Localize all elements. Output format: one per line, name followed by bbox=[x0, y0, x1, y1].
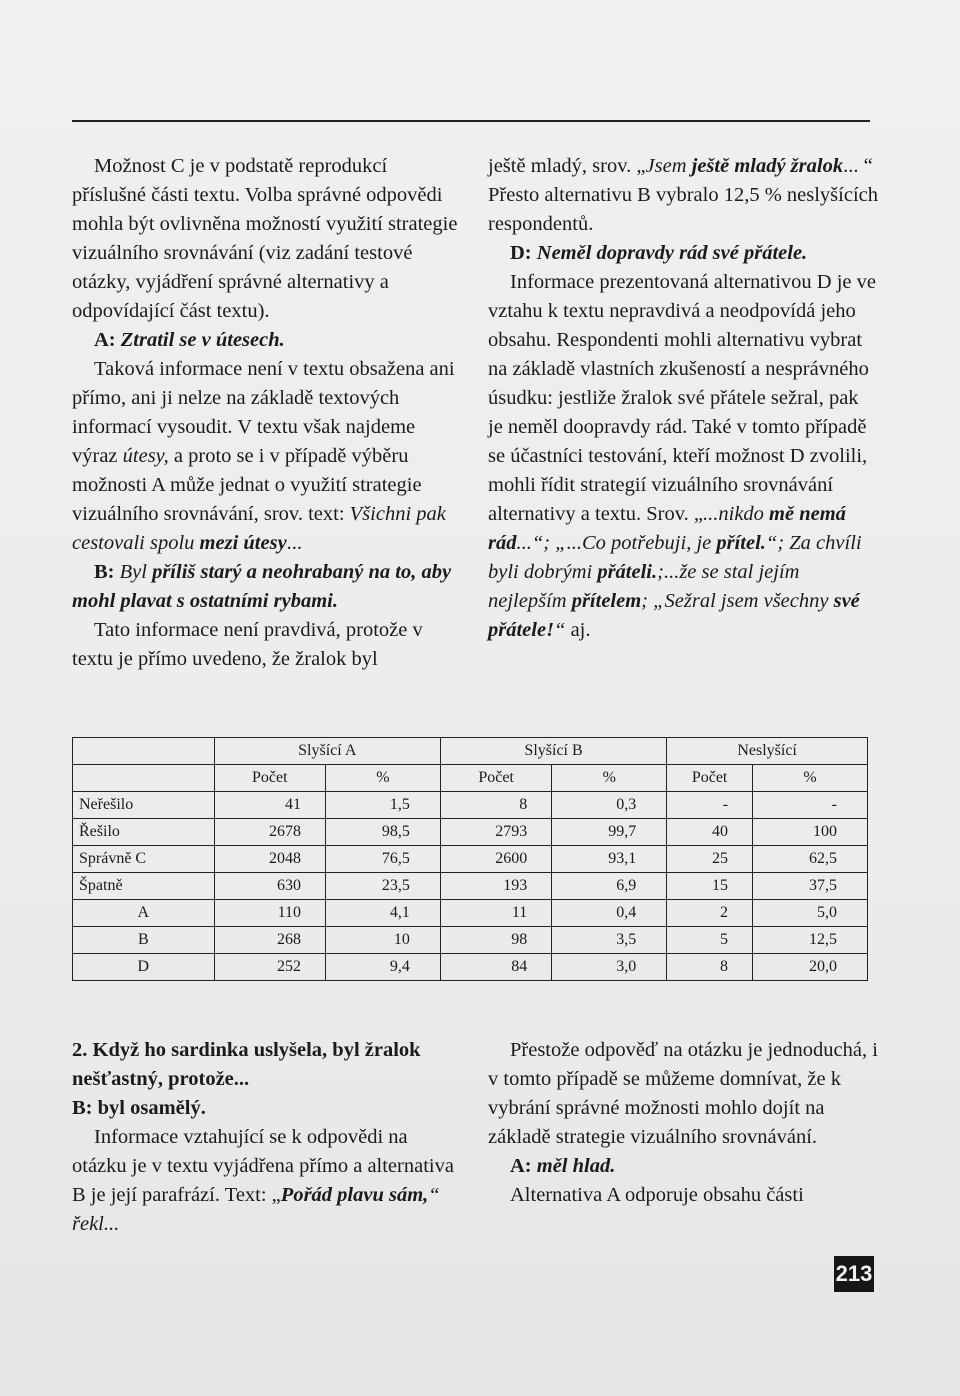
table-cell: 6,9 bbox=[552, 873, 667, 900]
table-header-row bbox=[73, 738, 868, 765]
table-cell: 2600 bbox=[440, 846, 551, 873]
quote: ; „Sežral jsem všechny bbox=[641, 590, 834, 612]
option-a bbox=[488, 1152, 878, 1181]
group-header: Neslyšící bbox=[667, 738, 868, 765]
table-row bbox=[73, 927, 868, 954]
paragraph: Alternativa A odporuje obsahu části bbox=[510, 1184, 804, 1206]
table-row bbox=[73, 792, 868, 819]
left-column-top bbox=[72, 152, 462, 674]
table-row bbox=[73, 873, 868, 900]
option-b bbox=[72, 558, 462, 616]
quote-emph: přáteli. bbox=[597, 561, 658, 583]
paragraph: Tato informace není pravdivá, protože v textu je přímo uvedeno, že žralok byl bbox=[72, 619, 423, 670]
table-cell: 98 bbox=[440, 927, 551, 954]
paragraph: Možnost C je v podstatě reprodukcí příslušné části textu. Volba správné odpovědi mohla být ovlivněna možností využití strategie vizuálního srovnávání (viz zadání testové otázky, vyjádření správné alternativy a odpovídající část textu). bbox=[72, 155, 458, 322]
table-cell: 2793 bbox=[440, 819, 551, 846]
paragraph bbox=[72, 1123, 462, 1239]
paragraph bbox=[72, 355, 462, 558]
text-run: ... bbox=[286, 532, 303, 554]
table-cell: 100 bbox=[753, 819, 868, 846]
table-cell: - bbox=[753, 792, 868, 819]
table-cell: 268 bbox=[214, 927, 325, 954]
option-label: D: bbox=[510, 242, 537, 264]
table-cell: 99,7 bbox=[552, 819, 667, 846]
table-cell: 3,5 bbox=[552, 927, 667, 954]
row-label: Řešilo bbox=[73, 819, 215, 846]
text-run: ještě mladý, srov. „ bbox=[488, 155, 646, 177]
table-row bbox=[73, 954, 868, 981]
table-cell: 110 bbox=[214, 900, 325, 927]
question-title: 2. Když ho sardinka uslyšela, byl žralok nešťastný, protože... bbox=[72, 1039, 421, 1090]
right-column-top bbox=[488, 152, 878, 645]
column-header: % bbox=[552, 765, 667, 792]
text-run: útesy, bbox=[122, 445, 169, 467]
page-number: 213 bbox=[834, 1256, 874, 1292]
group-header: Slyšící B bbox=[440, 738, 666, 765]
paragraph bbox=[488, 152, 878, 239]
table-cell: 2678 bbox=[214, 819, 325, 846]
quote-emph: přítelem bbox=[571, 590, 642, 612]
table-cell: 20,0 bbox=[753, 954, 868, 981]
table-cell: 0,3 bbox=[552, 792, 667, 819]
option-text: příliš starý a neohrabaný na to, aby mohl plavat s ostatními rybami. bbox=[72, 561, 452, 612]
table-cell: 630 bbox=[214, 873, 325, 900]
paragraph: Přestože odpověď na otázku je jednoduchá, i v tomto případě se můžeme domnívat, že k vybrání správné možnosti mohlo dojít na základě strategie vizuálního srovnávání. bbox=[488, 1039, 878, 1148]
table-cell: 37,5 bbox=[753, 873, 868, 900]
quote: Všichni pak cestovali spolu bbox=[72, 503, 446, 554]
table-cell: 193 bbox=[440, 873, 551, 900]
text-run: Taková informace není v textu obsažena ani přímo, ani ji nelze na základě textových informací vysoudit. V textu však najdeme výraz bbox=[72, 358, 455, 467]
table-row bbox=[73, 900, 868, 927]
group-header: Slyšící A bbox=[214, 738, 440, 765]
quote: ...“; „...Co potřebuji, je bbox=[516, 532, 717, 554]
option-a bbox=[72, 326, 462, 355]
quote: “ bbox=[554, 619, 566, 641]
column-header: % bbox=[753, 765, 868, 792]
answer-b: B: byl osamělý. bbox=[72, 1097, 206, 1119]
quote: ...nikdo bbox=[703, 503, 770, 525]
quote: “ řekl... bbox=[72, 1184, 440, 1235]
table-corner bbox=[73, 738, 215, 765]
top-rule bbox=[72, 120, 870, 122]
table-row bbox=[73, 819, 868, 846]
column-header: Počet bbox=[440, 765, 551, 792]
quote-emph: mezi útesy bbox=[199, 532, 287, 554]
table-cell: 5,0 bbox=[753, 900, 868, 927]
option-label: A: bbox=[510, 1155, 537, 1177]
quote-emph: ještě mladý žralok bbox=[691, 155, 844, 177]
option-label: B: bbox=[94, 561, 120, 583]
row-label: D bbox=[73, 954, 215, 981]
option-text: Ztratil se v útesech. bbox=[120, 329, 285, 351]
column-header: % bbox=[326, 765, 441, 792]
quote: ;...že se stal jejím nejlepším bbox=[488, 561, 800, 612]
table-cell: 40 bbox=[667, 819, 753, 846]
table-cell: 76,5 bbox=[326, 846, 441, 873]
table-cell: 9,4 bbox=[326, 954, 441, 981]
table-cell: 0,4 bbox=[552, 900, 667, 927]
right-column-bottom bbox=[488, 1036, 878, 1210]
table-cell: 41 bbox=[214, 792, 325, 819]
text-run: a proto se i v případě výběru možnosti A může jednat o využití strategie vizuálního srovnávání, srov. text: bbox=[72, 445, 422, 525]
table-cell: 12,5 bbox=[753, 927, 868, 954]
table-cell: 10 bbox=[326, 927, 441, 954]
text-run: Informace prezentovaná alternativou D je ve vztahu k textu nepravdivá a neodpovídá jeho obsahu. Respondenti mohli alternativu vybrat na základě vlastních zkušeností a nesprávného úsudku: jestliže žralok své přátele sežral, pak je neměl doopravdy rád. Také v tomto případě se účastníci testování, kteří možnost D zvolili, mohli řídit strategií vizuálního srovnávání alternativy a textu. Srov. „ bbox=[488, 271, 876, 525]
table-cell: 8 bbox=[667, 954, 753, 981]
table-cell: 15 bbox=[667, 873, 753, 900]
row-label: A bbox=[73, 900, 215, 927]
column-header: Počet bbox=[214, 765, 325, 792]
table-cell: 2048 bbox=[214, 846, 325, 873]
row-label: Správně C bbox=[73, 846, 215, 873]
table-cell: 3,0 bbox=[552, 954, 667, 981]
quote: Jsem bbox=[645, 155, 692, 177]
paragraph bbox=[488, 268, 878, 645]
option-text: měl hlad. bbox=[536, 1155, 616, 1177]
option-d bbox=[488, 239, 878, 268]
table-cell: 93,1 bbox=[552, 846, 667, 873]
quote-emph: Pořád plavu sám, bbox=[280, 1184, 429, 1206]
table-cell: 25 bbox=[667, 846, 753, 873]
table-subheader-row bbox=[73, 765, 868, 792]
table-cell: 8 bbox=[440, 792, 551, 819]
option-text: Byl bbox=[119, 561, 153, 583]
row-label: Špatně bbox=[73, 873, 215, 900]
table-cell: 252 bbox=[214, 954, 325, 981]
table-cell: - bbox=[667, 792, 753, 819]
table-cell: 5 bbox=[667, 927, 753, 954]
table-cell: 23,5 bbox=[326, 873, 441, 900]
column-header: Počet bbox=[667, 765, 753, 792]
row-label: Neřešilo bbox=[73, 792, 215, 819]
table-cell: 1,5 bbox=[326, 792, 441, 819]
table-row bbox=[73, 846, 868, 873]
table-cell: 62,5 bbox=[753, 846, 868, 873]
table-cell: 4,1 bbox=[326, 900, 441, 927]
option-text: Neměl dopravdy rád své přátele. bbox=[536, 242, 808, 264]
quote-emph: přítel. bbox=[716, 532, 766, 554]
table-corner bbox=[73, 765, 215, 792]
quote: “; Za chvíli byli dobrými bbox=[488, 532, 862, 583]
quote-emph: své přátele! bbox=[488, 590, 860, 641]
option-label: A: bbox=[94, 329, 121, 351]
table-cell: 84 bbox=[440, 954, 551, 981]
text-run: aj. bbox=[565, 619, 591, 641]
left-column-bottom bbox=[72, 1036, 462, 1239]
table-cell: 11 bbox=[440, 900, 551, 927]
row-label: B bbox=[73, 927, 215, 954]
text-run: ... “ Přesto alternativu B vybralo 12,5 % neslyšících respondentů. bbox=[488, 155, 878, 235]
quote-emph: mě nemá rád bbox=[488, 503, 846, 554]
table-cell: 2 bbox=[667, 900, 753, 927]
text-run: Informace vztahující se k odpovědi na otázku je v textu vyjádřena přímo a alternativa B je její parafrází. Text: „ bbox=[72, 1126, 454, 1206]
table-cell: 98,5 bbox=[326, 819, 441, 846]
results-table bbox=[72, 737, 868, 981]
